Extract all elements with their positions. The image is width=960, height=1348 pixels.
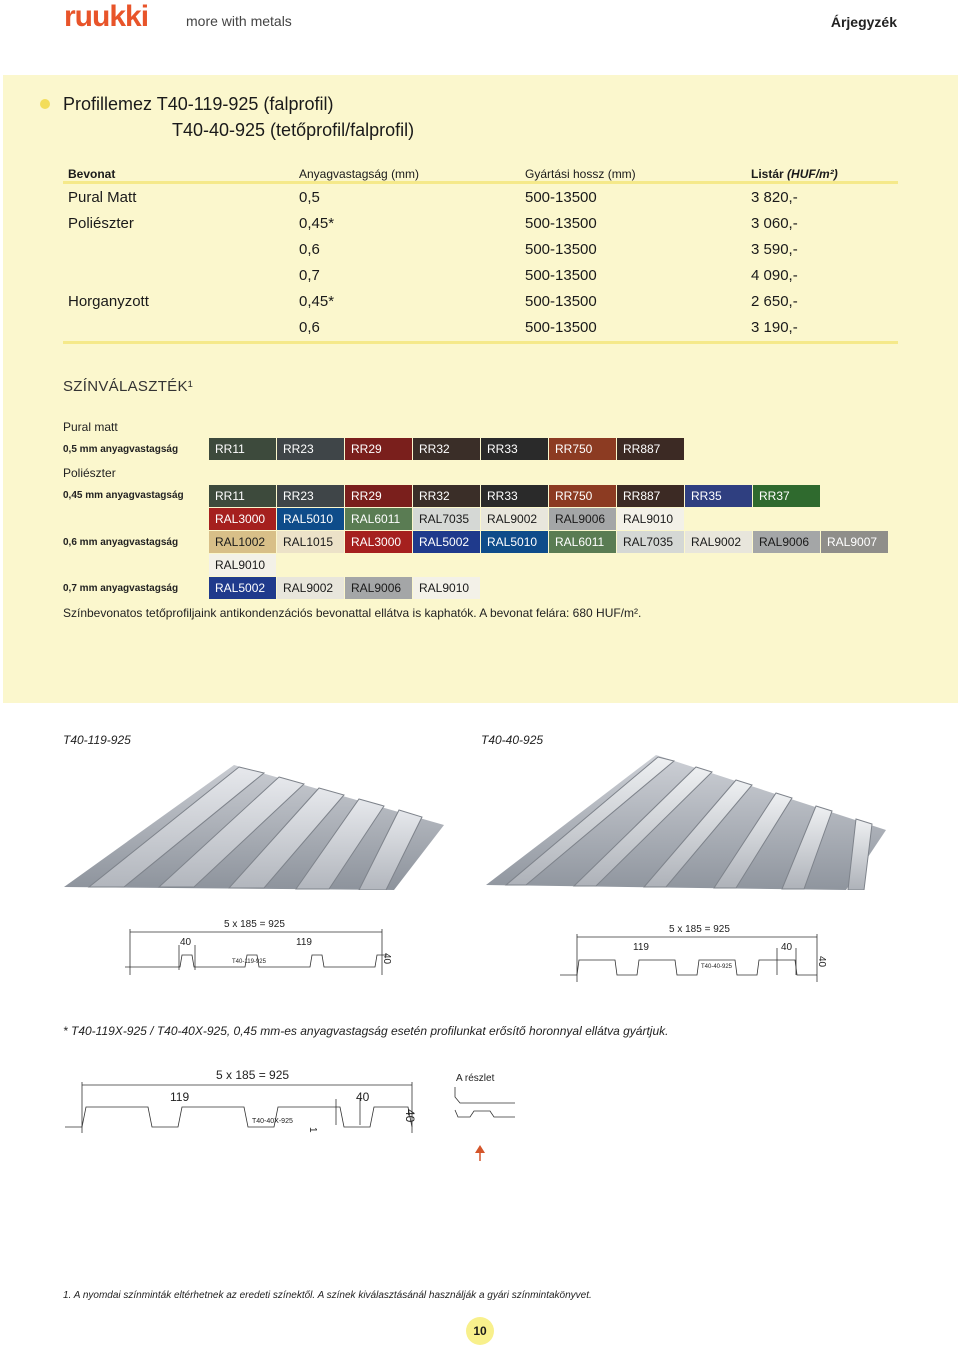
product-title-line1: Profillemez T40-119-925 (falprofil) — [63, 94, 334, 114]
profile-code-x: T40-40X-925 — [252, 1118, 293, 1125]
polyester-label: Poliészter — [63, 466, 116, 480]
thickness-05-label: 0,5 mm anyagvastagság — [63, 444, 179, 455]
bullet-icon — [40, 99, 50, 109]
thickness-07-label: 0,7 mm anyagvastagság — [63, 583, 179, 594]
color-swatch-ral1002: RAL1002 — [209, 531, 276, 553]
price-table — [63, 164, 898, 344]
color-swatch-rr23: RR23 — [277, 485, 344, 507]
dimension-drawing-left — [120, 915, 400, 985]
cell-thickness: 0,7 — [299, 267, 320, 284]
color-swatch-rr35: RR35 — [685, 485, 752, 507]
svg-text:ruukki: ruukki — [64, 2, 149, 30]
dimension-drawing-x-profile — [60, 1065, 520, 1165]
color-swatch-ral5002: RAL5002 — [209, 577, 276, 599]
swatch-row-045 — [209, 485, 821, 507]
dim-total-right: 5 x 185 = 925 — [669, 924, 730, 935]
color-selection-title: SZÍNVÁLASZTÉK¹ — [63, 378, 194, 395]
dim-1-x: 1 — [307, 1127, 318, 1133]
color-swatch-rr29: RR29 — [345, 438, 412, 460]
color-swatch-ral9002: RAL9002 — [481, 508, 548, 530]
cell-length: 500-13500 — [525, 241, 597, 258]
color-swatch-ral6011: RAL6011 — [549, 531, 616, 553]
cell-price: 2 650,- — [751, 293, 798, 310]
dim-119-left: 119 — [296, 937, 312, 948]
profile-right-label: T40-40-925 — [481, 733, 544, 747]
color-swatch-rr32: RR32 — [413, 438, 480, 460]
color-swatch-ral9007: RAL9007 — [821, 531, 888, 553]
header-coating: Bevonat — [68, 167, 116, 181]
swatch-row-06b — [209, 554, 277, 576]
header-price: Listár (HUF/m²) — [751, 167, 838, 181]
profile-code-right: T40-40-925 — [701, 964, 733, 970]
thickness-06-label: 0,6 mm anyagvastagság — [63, 537, 179, 548]
cell-length: 500-13500 — [525, 267, 597, 284]
cell-length: 500-13500 — [525, 293, 597, 310]
table-row — [63, 288, 898, 314]
dim-40-right: 40 — [781, 942, 793, 953]
swatch-row-07 — [209, 577, 481, 599]
color-swatch-ral5010: RAL5010 — [481, 531, 548, 553]
color-swatch-ral9002: RAL9002 — [277, 577, 344, 599]
reinforcement-footnote: * T40-119X-925 / T40-40X-925, 0,45 mm-es anyagvastagság esetén profilunkat erősítő horonnyal ellátva gyártjuk. — [63, 1024, 669, 1038]
tagline: more with metals — [186, 13, 292, 29]
color-swatch-ral9006: RAL9006 — [753, 531, 820, 553]
detail-a-label: A részlet — [456, 1073, 495, 1084]
coating-note: Színbevonatos tetőprofiljaink antikondenzációs bevonattal ellátva is kaphatók. A bevonat felára: 680 HUF/m². — [63, 606, 642, 620]
dim-119-x: 119 — [170, 1090, 190, 1104]
cell-price: 3 820,- — [751, 189, 798, 206]
cell-thickness: 0,6 — [299, 241, 320, 258]
dim-40-x: 40 — [356, 1090, 370, 1104]
document-title: Árjegyzék — [830, 14, 897, 30]
color-swatch-ral3000: RAL3000 — [345, 531, 412, 553]
cell-thickness: 0,5 — [299, 189, 320, 206]
cell-thickness: 0,45* — [299, 215, 335, 232]
color-swatch-rr750: RR750 — [549, 438, 616, 460]
cell-coating: Pural Matt — [68, 189, 137, 206]
color-swatch-ral5010: RAL5010 — [277, 508, 344, 530]
color-swatch-rr33: RR33 — [481, 438, 548, 460]
dim-40-vertical-x: 40 — [403, 1109, 417, 1123]
table-row — [63, 262, 898, 288]
detail-marker-icon — [475, 1145, 485, 1153]
dimension-drawing-right — [555, 920, 835, 990]
cell-price: 3 060,- — [751, 215, 798, 232]
profile-left-label: T40-119-925 — [63, 733, 131, 747]
color-swatch-ral7035: RAL7035 — [617, 531, 684, 553]
cell-thickness: 0,45* — [299, 293, 335, 310]
color-swatch-ral5002: RAL5002 — [413, 531, 480, 553]
cell-length: 500-13500 — [525, 189, 597, 206]
price-table-header — [63, 164, 898, 184]
color-swatch-rr23: RR23 — [277, 438, 344, 460]
color-swatch-ral9006: RAL9006 — [549, 508, 616, 530]
color-swatch-rr887: RR887 — [617, 438, 684, 460]
profile-code-left: T40-119-925 — [232, 959, 266, 965]
profile-sheet-left-image — [64, 765, 444, 890]
color-swatch-ral1015: RAL1015 — [277, 531, 344, 553]
page-number: 10 — [466, 1317, 494, 1345]
color-swatch-rr29: RR29 — [345, 485, 412, 507]
color-swatch-ral3000: RAL3000 — [209, 508, 276, 530]
cell-thickness: 0,6 — [299, 319, 320, 336]
table-row — [63, 184, 898, 210]
color-swatch-ral9010: RAL9010 — [209, 554, 276, 576]
dim-40-vertical-left: 40 — [381, 953, 392, 965]
table-bottom-rule — [63, 341, 898, 344]
profile-sheet-right-image — [486, 755, 886, 890]
dim-total-x: 5 x 185 = 925 — [216, 1068, 290, 1082]
cell-coating: Poliészter — [68, 215, 134, 232]
swatch-row-06 — [209, 531, 889, 553]
thickness-045-label: 0,45 mm anyagvastagság — [63, 490, 184, 501]
table-row — [63, 236, 898, 262]
color-swatch-rr887: RR887 — [617, 485, 684, 507]
product-title-line2: T40-40-925 (tetőprofil/falprofil) — [172, 120, 415, 140]
color-swatch-rr32: RR32 — [413, 485, 480, 507]
ruukki-logo — [64, 2, 176, 30]
color-swatch-rr11: RR11 — [209, 438, 276, 460]
color-swatch-ral6011: RAL6011 — [345, 508, 412, 530]
header-thickness: Anyagvastagság (mm) — [299, 167, 420, 181]
cell-coating: Horganyzott — [68, 293, 149, 310]
color-swatch-ral9010: RAL9010 — [413, 577, 480, 599]
swatch-row-045b — [209, 508, 685, 530]
cell-price: 3 590,- — [751, 241, 798, 258]
cell-length: 500-13500 — [525, 215, 597, 232]
color-swatch-ral9010: RAL9010 — [617, 508, 684, 530]
color-swatch-ral9002: RAL9002 — [685, 531, 752, 553]
dim-40-vertical-right: 40 — [816, 956, 827, 968]
dim-119-right: 119 — [633, 942, 649, 953]
color-swatch-ral7035: RAL7035 — [413, 508, 480, 530]
color-swatch-rr11: RR11 — [209, 485, 276, 507]
swatch-row-pural — [209, 438, 685, 460]
color-swatch-rr750: RR750 — [549, 485, 616, 507]
cell-length: 500-13500 — [525, 319, 597, 336]
page-header — [0, 0, 960, 40]
pural-label: Pural matt — [63, 420, 118, 434]
color-swatch-rr33: RR33 — [481, 485, 548, 507]
cell-price: 3 190,- — [751, 319, 798, 336]
color-swatch-rr37: RR37 — [753, 485, 820, 507]
dim-40-left: 40 — [180, 937, 192, 948]
color-disclaimer: 1. A nyomdai színminták eltérhetnek az eredeti színektől. A színek kiválasztásánál használják a gyári színmintakönyvet. — [63, 1290, 592, 1301]
table-row — [63, 314, 898, 340]
table-row — [63, 210, 898, 236]
cell-price: 4 090,- — [751, 267, 798, 284]
dim-total-left: 5 x 185 = 925 — [224, 919, 285, 930]
color-swatch-ral9006: RAL9006 — [345, 577, 412, 599]
header-length: Gyártási hossz (mm) — [525, 167, 636, 181]
